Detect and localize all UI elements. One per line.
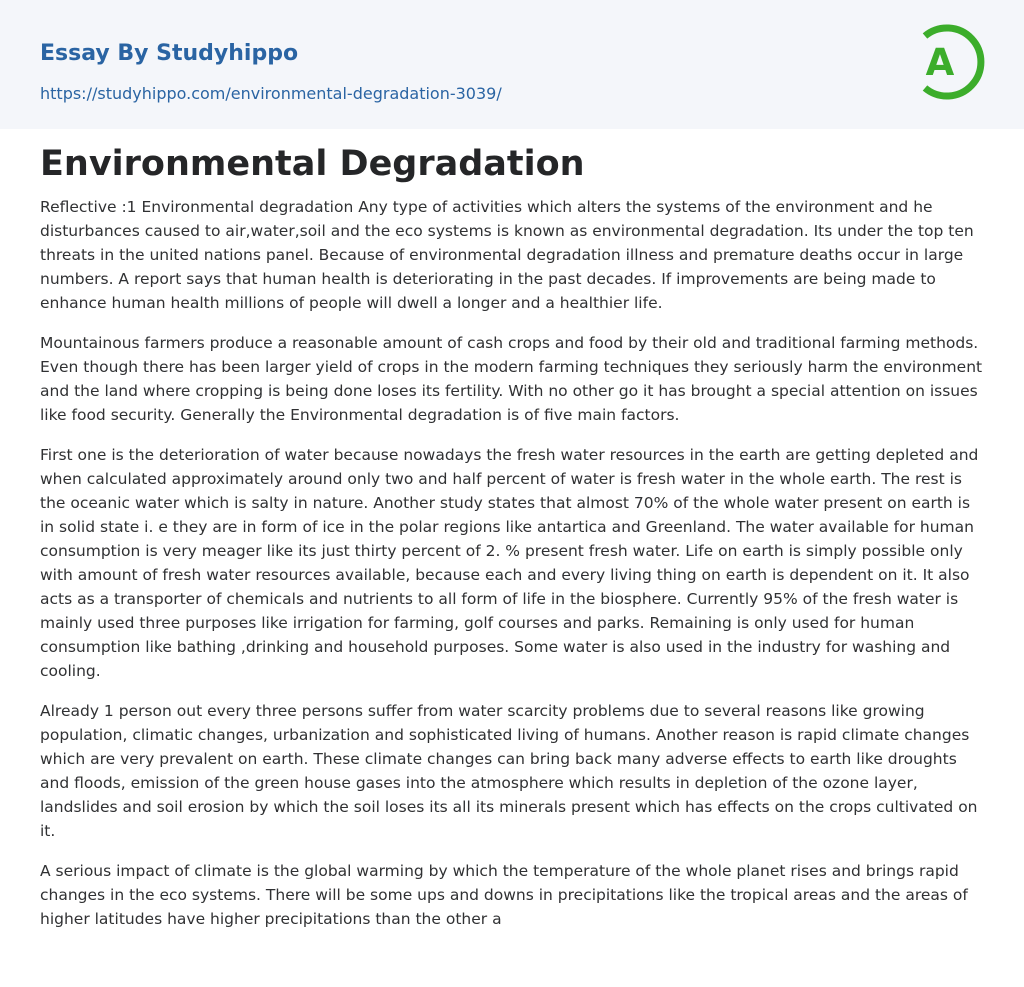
essay-paragraph-4: Already 1 person out every three persons suffer from water scarcity problems due to several reasons like growing population, climatic changes, urbanization and sophisticated living of humans. Another reason is rapid climate changes which are very prevalent on earth. These climate changes can bring back many adverse effects to earth like droughts and floods, emission of the green house gases into the atmosphere which results in depletion of the ozone layer, landslides and soil erosion by which the soil loses its all its minerals present which has effects on the crops cultivated on it. [40, 702, 978, 840]
studyhippo-logo-icon[interactable] [912, 19, 986, 105]
essay-title: Environmental Degradation [40, 144, 585, 184]
essay-paragraph-2: Mountainous farmers produce a reasonable amount of cash crops and food by their old and traditional farming methods. Even though there has been larger yield of crops in the modern farming techniques they seriously harm the environment and the land where cropping is being done loses its fertility. With no other go it has brought a special attention on issues like food security. Generally the Environmental degradation is of five main factors. [40, 334, 983, 424]
site-brand[interactable]: Essay By Studyhippo [40, 41, 299, 66]
essay-paragraph-1: Reflective :1 Environmental degradation Any type of activities which alters the systems of the environment and he disturbances caused to air,water,soil and the eco systems is known as environmental degradation. Its under the top ten threats in the united nations panel. Because of environmental degradation illness and premature deaths occur in large numbers. A report says that human health is deteriorating in the past decades. If improvements are being made to enhance human health millions of people will dwell a longer and a healthier life. [40, 198, 974, 312]
page-header [0, 0, 1024, 129]
essay-url-link[interactable]: https://studyhippo.com/environmental-degradation-3039/ [40, 84, 502, 103]
essay-body [40, 195, 986, 947]
essay-paragraph-5: A serious impact of climate is the global warming by which the temperature of the whole planet rises and brings rapid changes in the eco systems. There will be some ups and downs in precipitations like the tropical areas and the areas of higher latitudes have higher precipitations than the other a [40, 862, 968, 928]
logo-letter: A [925, 41, 955, 84]
essay-paragraph-3: First one is the deterioration of water because nowadays the fresh water resources in the earth are getting depleted and when calculated approximately around only two and half percent of water is fresh water in the whole earth. The rest is the oceanic water which is salty in nature. Another study states that almost 70% of the whole water present on earth is in solid state i. e they are in form of ice in the polar regions like antartica and Greenland. The water available for human consumption is very meager like its just thirty percent of 2. % present fresh water. Life on earth is simply possible only with amount of fresh water resources available, because each and every living thing on earth is dependent on it. It also acts as a transporter of chemicals and nutrients to all form of life in the biosphere. Currently 95% of the fresh water is mainly used three purposes like irrigation for farming, golf courses and parks. Remaining is only used for human consumption like bathing ,drinking and household purposes. Some water is also used in the industry for washing and cooling. [40, 446, 979, 680]
